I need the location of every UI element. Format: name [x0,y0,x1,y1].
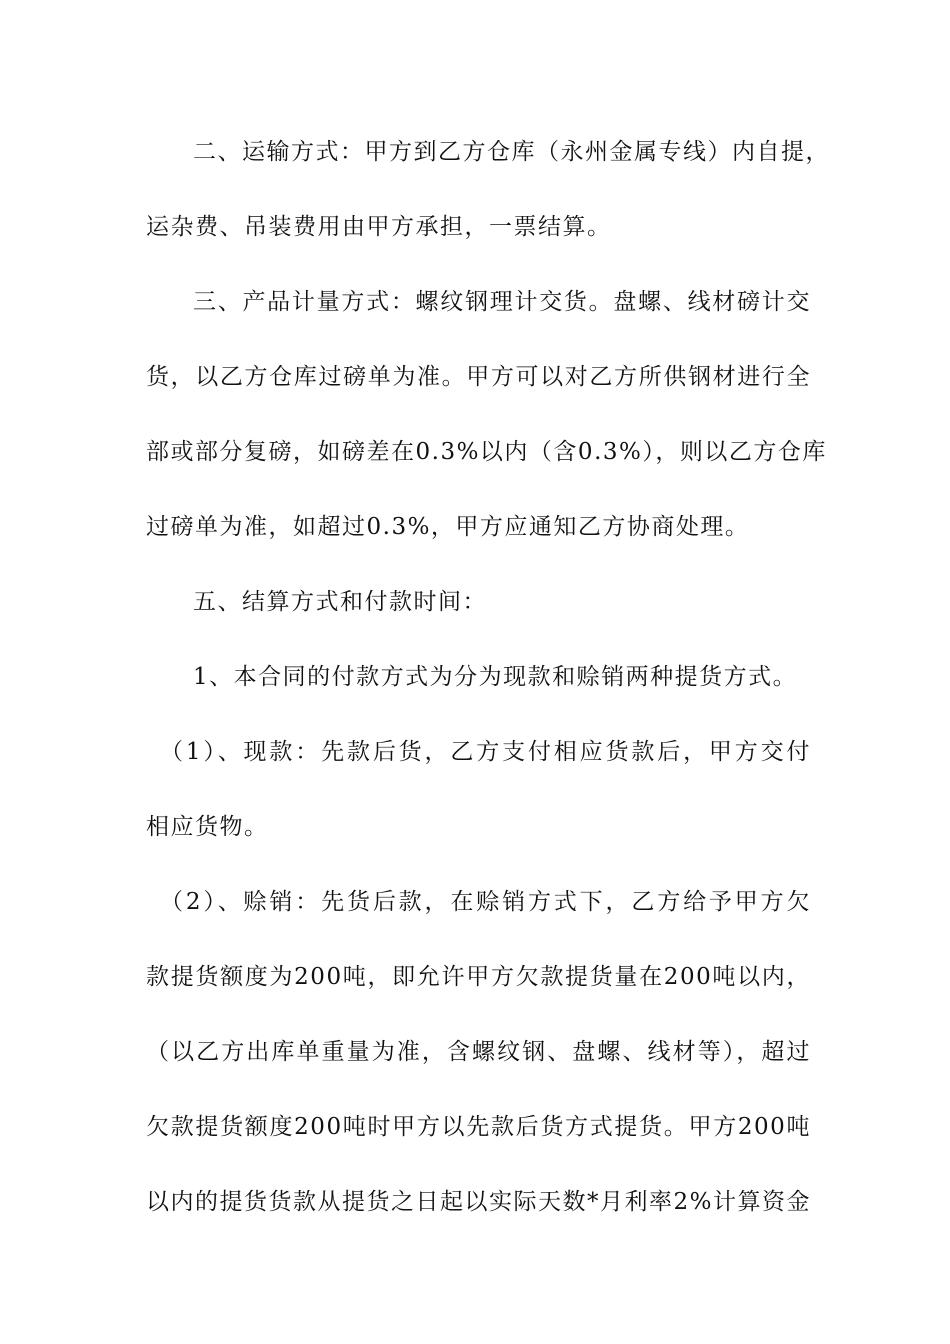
paragraph-line-4: 货，以乙方仓库过磅单为准。甲方可以对乙方所供钢材进行全 [146,364,811,390]
paragraph-line-9: （1）、现款：先款后货，乙方支付相应货款后，甲方交付 [160,739,811,765]
paragraph-line-15: 以内的提货货款从提货之日起以实际天数*月利率2%计算资金 [146,1189,811,1215]
section-heading: 五、结算方式和付款时间： [193,589,487,615]
paragraph-line-3: 三、产品计量方式：螺纹钢理计交货。盘螺、线材磅计交 [193,289,811,315]
paragraph-line-1: 二、运输方式：甲方到乙方仓库（永州金属专线）内自提， [193,139,830,165]
paragraph-line-10: 相应货物。 [146,814,269,840]
paragraph-line-6: 过磅单为准，如超过0.3%，甲方应通知乙方协商处理。 [146,514,750,540]
paragraph-line-14: 欠款提货额度200吨时甲方以先款后货方式提货。甲方200吨 [146,1114,811,1140]
paragraph-line-11: （2）、赊销：先货后款，在赊销方式下，乙方给予甲方欠 [160,889,811,915]
paragraph-line-12: 款提货额度为200吨，即允许甲方欠款提货量在200吨以内， [146,964,811,990]
paragraph-line-8: 1、本合同的付款方式为分为现款和赊销两种提货方式。 [193,664,798,690]
paragraph-line-13: （以乙方出库单重量为准，含螺纹钢、盘螺、线材等），超过 [146,1039,811,1065]
paragraph-line-2: 运杂费、吊装费用由甲方承担，一票结算。 [146,214,612,240]
paragraph-line-5: 部或部分复磅，如磅差在0.3%以内（含0.3%），则以乙方仓库 [146,439,827,465]
